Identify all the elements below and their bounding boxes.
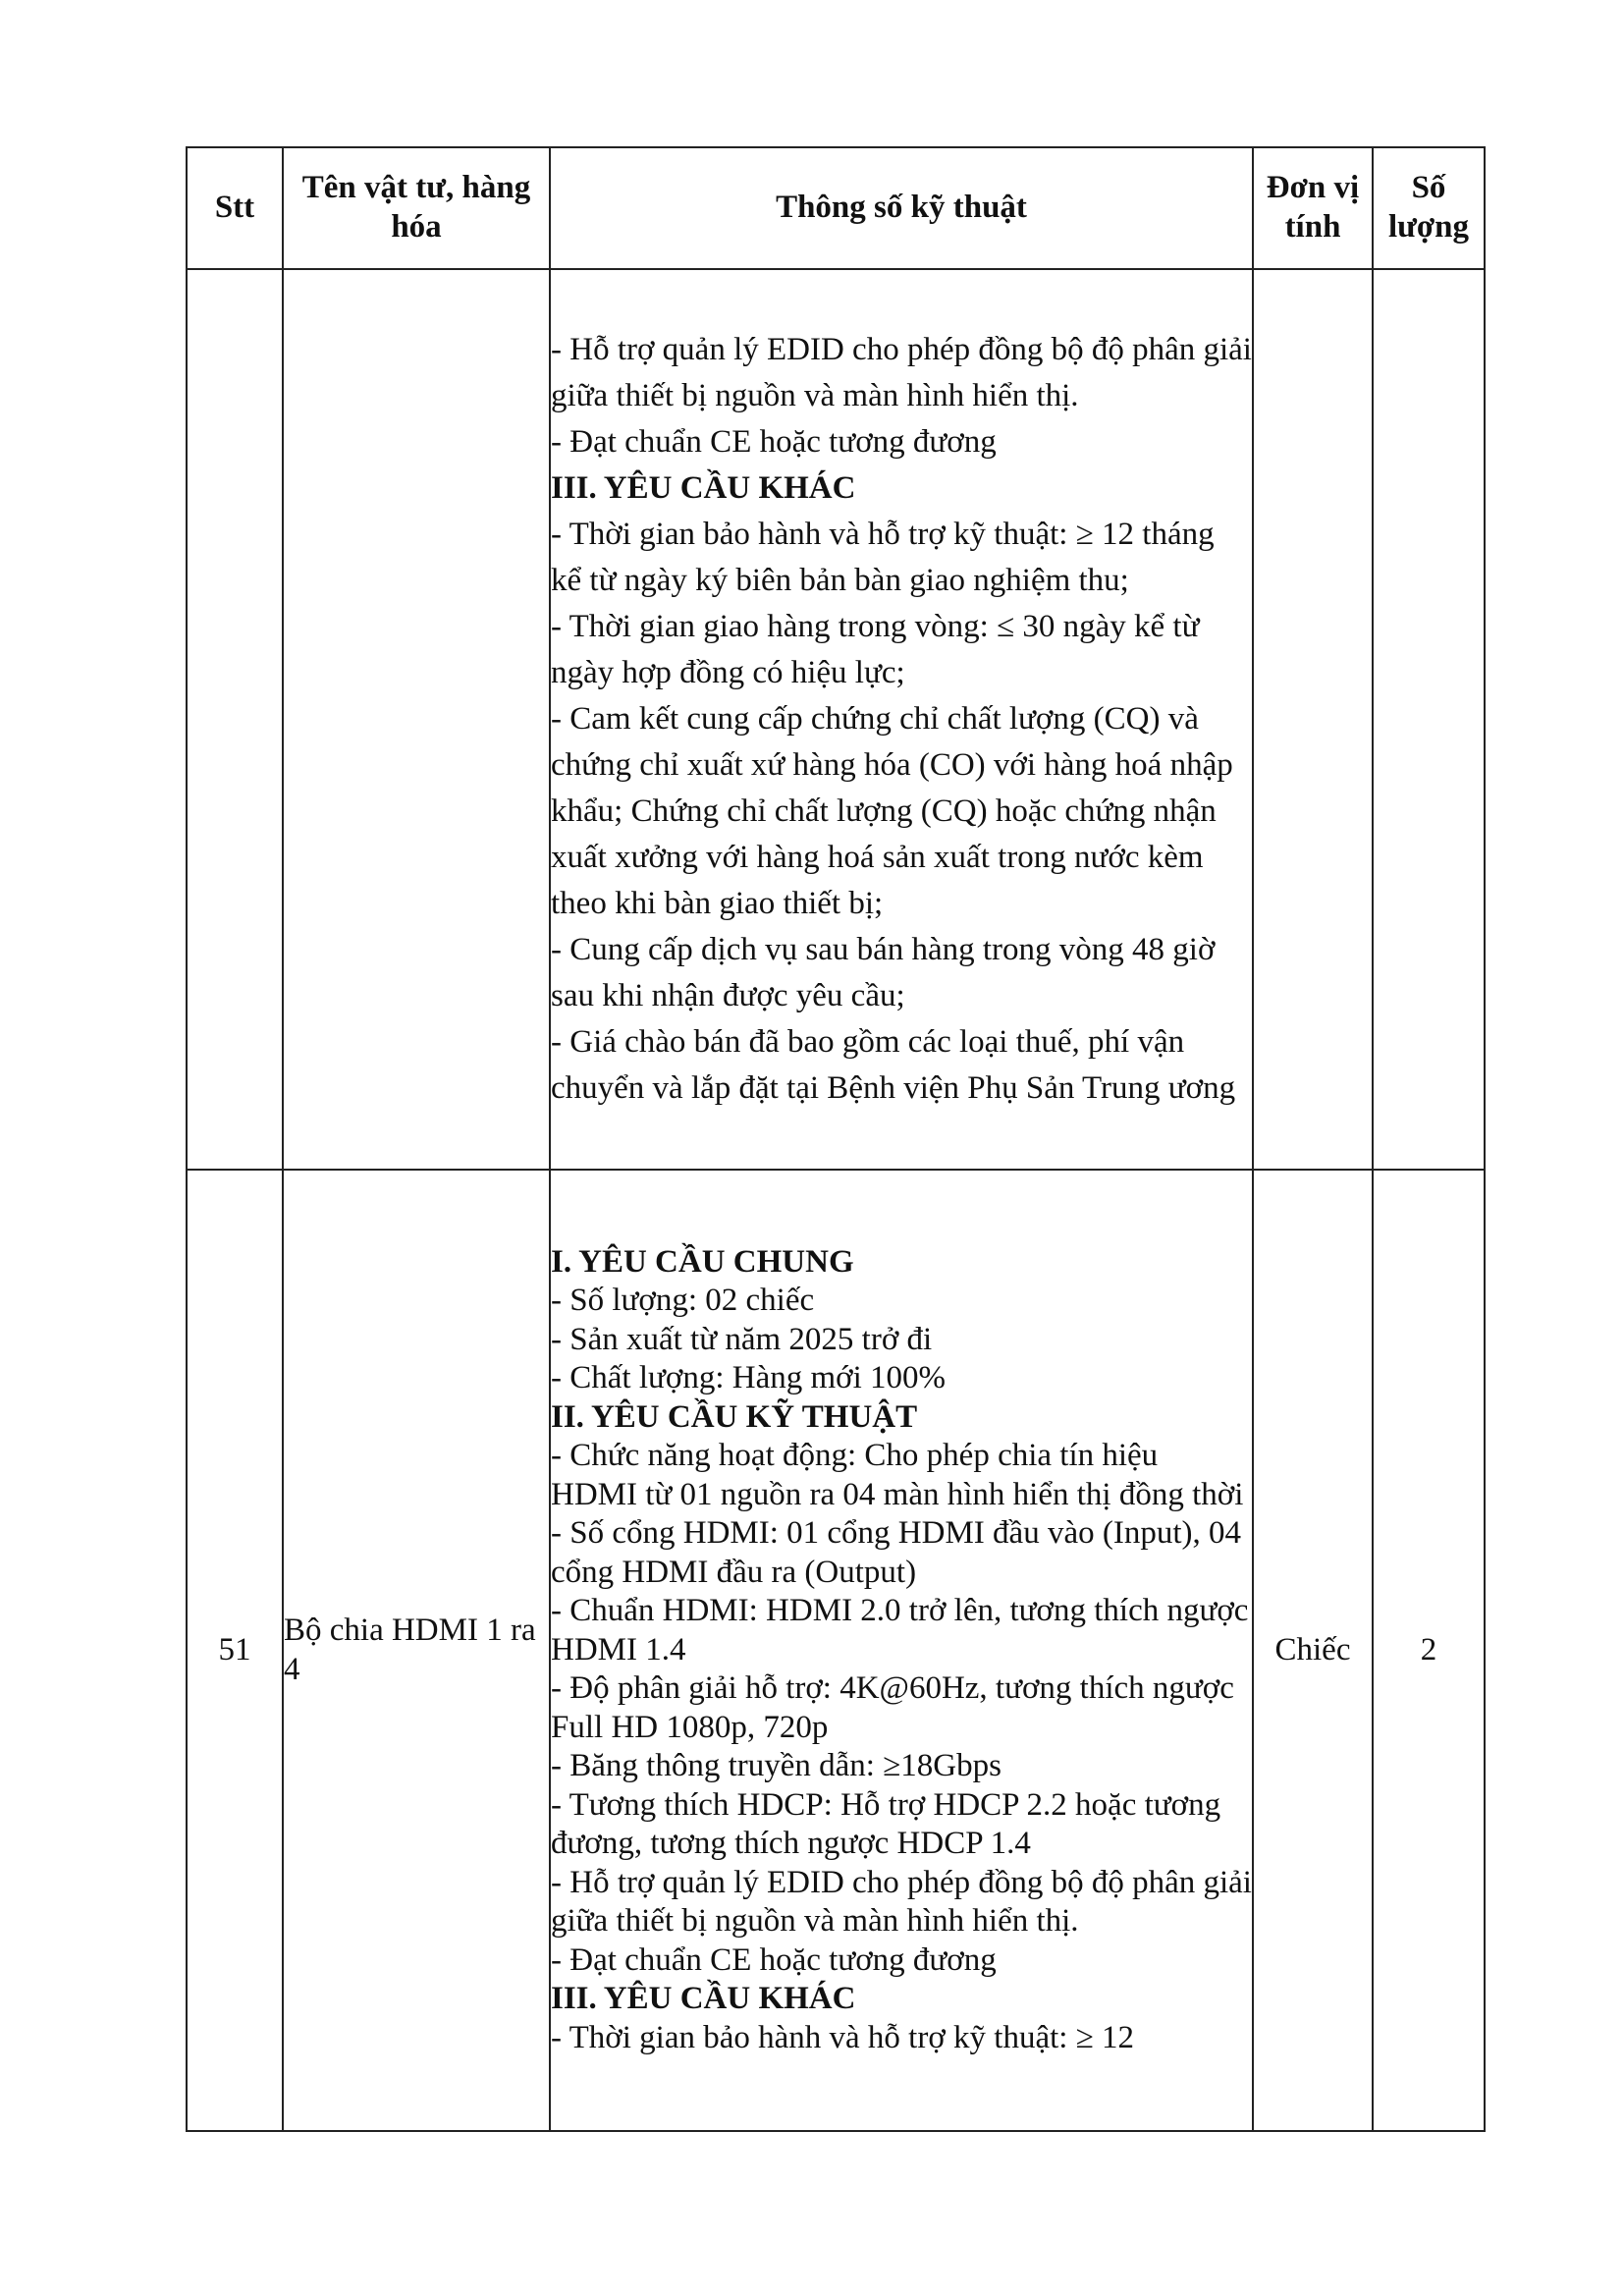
- spec-line: - Tương thích HDCP: Hỗ trợ HDCP 2.2 hoặc tương đương, tương thích ngược HDCP 1.4: [551, 1786, 1221, 1862]
- spec-line: - Giá chào bán đã bao gồm các loại thuế, phí vận chuyển và lắp đặt tại Bệnh viện Phụ Sản Trung ương: [551, 1024, 1236, 1106]
- spec-section-heading: III. YÊU CẦU KHÁC: [551, 470, 856, 506]
- spec-line: - Thời gian bảo hành và hỗ trợ kỹ thuật: ≥ 12: [551, 2019, 1135, 2055]
- spec-line: - Hỗ trợ quản lý EDID cho phép đồng bộ độ phân giải giữa thiết bị nguồn và màn hình hiển thị.: [551, 332, 1252, 413]
- spec-line: - Sản xuất từ năm 2025 trở đi: [551, 1321, 933, 1357]
- spec-line: - Số cổng HDMI: 01 cổng HDMI đầu vào (Input), 04 cổng HDMI đầu ra (Output): [551, 1515, 1241, 1590]
- row-qty: 2: [1373, 1170, 1485, 2131]
- spec-line: - Chức năng hoạt động: Cho phép chia tín hiệu HDMI từ 01 nguồn ra 04 màn hình hiển thị đồng thời: [551, 1438, 1244, 1512]
- spec-line: - Chuẩn HDMI: HDMI 2.0 trở lên, tương thích ngược HDMI 1.4: [551, 1593, 1249, 1667]
- spec-line: - Đạt chuẩn CE hoặc tương đương: [551, 1941, 997, 1978]
- spec-line: - Thời gian giao hàng trong vòng: ≤ 30 ngày kể từ ngày hợp đồng có hiệu lực;: [551, 609, 1200, 690]
- spec-line: - Thời gian bảo hành và hỗ trợ kỹ thuật: ≥ 12 tháng kể từ ngày ký biên bản bàn giao nghiệm thu;: [551, 517, 1215, 598]
- header-name: Tên vật tư, hàng hóa: [283, 147, 550, 269]
- row-stt: 51: [187, 1170, 283, 2131]
- row-stt: [187, 269, 283, 1170]
- spec-line: - Chất lượng: Hàng mới 100%: [551, 1360, 946, 1396]
- spec-line: - Đạt chuẩn CE hoặc tương đương: [551, 424, 997, 460]
- row-qty: [1373, 269, 1485, 1170]
- header-unit: Đơn vị tính: [1253, 147, 1373, 269]
- header-spec: Thông số kỹ thuật: [550, 147, 1253, 269]
- spec-section-heading: II. YÊU CẦU KỸ THUẬT: [551, 1398, 918, 1435]
- header-qty: Số lượng: [1373, 147, 1485, 269]
- table-header-row: [187, 147, 1485, 269]
- spec-line: - Băng thông truyền dẫn: ≥18Gbps: [551, 1748, 1001, 1784]
- spec-section-heading: III. YÊU CẦU KHÁC: [551, 1981, 856, 2017]
- row-spec: [550, 1170, 1253, 2131]
- spec-line: - Độ phân giải hỗ trợ: 4K@60Hz, tương thích ngược Full HD 1080p, 720p: [551, 1670, 1234, 1745]
- spec-line: - Cung cấp dịch vụ sau bán hàng trong vòng 48 giờ sau khi nhận được yêu cầu;: [551, 932, 1216, 1013]
- row-name: Bộ chia HDMI 1 ra 4: [283, 1170, 550, 2131]
- table-row: [187, 1170, 1485, 2131]
- table-row: [187, 269, 1485, 1170]
- row-name: [283, 269, 550, 1170]
- header-stt: Stt: [187, 147, 283, 269]
- row-unit: Chiếc: [1253, 1170, 1373, 2131]
- row-unit: [1253, 269, 1373, 1170]
- spec-line: - Số lượng: 02 chiếc: [551, 1283, 815, 1319]
- specification-table: [186, 146, 1486, 2132]
- spec-line: - Cam kết cung cấp chứng chỉ chất lượng (CQ) và chứng chỉ xuất xứ hàng hóa (CO) với hàng hoá nhập khẩu; Chứng chỉ chất lượng (CQ) hoặc chứng nhận xuất xưởng với hàng hoá sản xuất trong nước kèm theo khi bàn giao thiết bị;: [551, 701, 1233, 921]
- spec-section-heading: I. YÊU CẦU CHUNG: [551, 1243, 854, 1280]
- row-spec: [550, 269, 1253, 1170]
- spec-line: - Hỗ trợ quản lý EDID cho phép đồng bộ độ phân giải giữa thiết bị nguồn và màn hình hiển thị.: [551, 1864, 1252, 1940]
